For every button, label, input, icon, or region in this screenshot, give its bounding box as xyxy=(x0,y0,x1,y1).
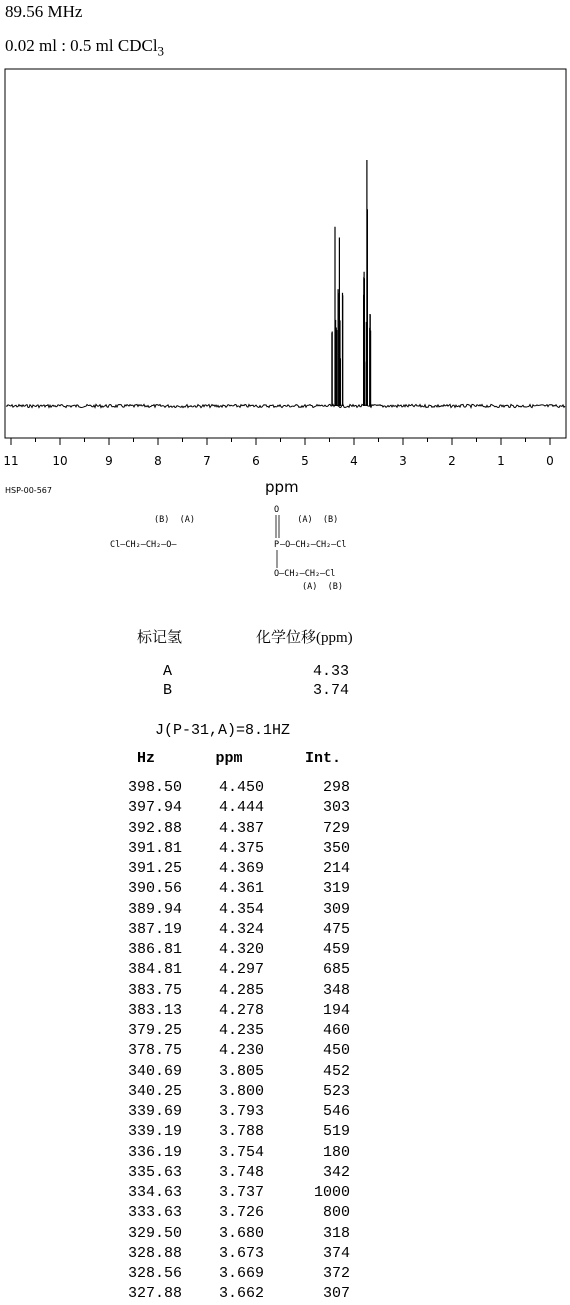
table-spacer xyxy=(110,768,370,778)
cell-int: 214 xyxy=(322,860,350,877)
table-row xyxy=(110,1021,370,1041)
cell-hz: 340.25 xyxy=(127,1082,182,1100)
spectrum-baseline-noise xyxy=(6,404,565,407)
cell-ppm: 3.737 xyxy=(218,1184,264,1201)
structure-labels-bottom: (A) (B) xyxy=(302,582,343,592)
table-row xyxy=(110,1001,370,1021)
header-int: Int. xyxy=(304,749,341,767)
x-axis-ticks xyxy=(3,438,553,468)
cell-ppm: 4.320 xyxy=(218,941,264,958)
cell-ppm: 4.354 xyxy=(218,900,264,918)
cell-int: 729 xyxy=(322,819,350,837)
nmr-spectrum-chart xyxy=(0,60,570,480)
structure-chain-left: Cl—CH₂—CH₂—O— xyxy=(110,540,177,550)
cell-ppm: 4.450 xyxy=(218,779,264,796)
cell-hz: 336.19 xyxy=(127,1143,182,1161)
cell-int: 475 xyxy=(322,920,350,938)
table-row xyxy=(110,920,370,940)
table-row xyxy=(110,981,370,1001)
cell-ppm: 3.788 xyxy=(218,1123,264,1141)
spectrometer-frequency: 89.56 MHz xyxy=(5,2,83,21)
table-row xyxy=(110,1284,370,1304)
cell-hz: 383.75 xyxy=(127,981,182,999)
cell-ppm: 4.324 xyxy=(218,920,264,938)
x-tick-label: 4 xyxy=(350,454,358,468)
peak-table-header xyxy=(110,748,370,768)
cell-hz: 392.88 xyxy=(127,819,182,837)
table-row xyxy=(110,1244,370,1264)
table-row xyxy=(110,940,370,960)
cell-ppm: 3.793 xyxy=(218,1103,264,1120)
cell-hz: 328.56 xyxy=(127,1265,182,1282)
cell-ppm: 3.680 xyxy=(218,1224,264,1242)
table-row xyxy=(110,859,370,879)
cell-ppm: 4.285 xyxy=(218,981,264,999)
cell-int: 685 xyxy=(322,961,350,979)
cell-hz: 328.88 xyxy=(127,1244,182,1262)
cell-hz: 398.50 xyxy=(127,779,182,796)
table-row xyxy=(110,1264,370,1284)
header-ppm: ppm xyxy=(215,749,243,767)
x-tick-label: 1 xyxy=(497,454,505,468)
cell-int: 450 xyxy=(322,1042,350,1060)
assignment-header-shift: 化学位移(ppm) xyxy=(256,630,353,646)
cell-hz: 340.69 xyxy=(127,1062,182,1080)
table-row xyxy=(110,1122,370,1142)
table-row xyxy=(110,900,370,920)
cell-hz: 329.50 xyxy=(127,1224,182,1242)
x-tick-label: 2 xyxy=(448,454,456,468)
cell-int: 303 xyxy=(322,799,350,817)
structure-labels-top: (B) (A) (A) (B) xyxy=(154,515,339,525)
table-row xyxy=(110,798,370,818)
cell-int: 309 xyxy=(322,900,350,918)
x-tick-label: 8 xyxy=(154,454,162,468)
x-tick-label: 7 xyxy=(203,454,211,468)
cell-hz: 327.88 xyxy=(127,1285,182,1303)
table-row xyxy=(110,1203,370,1223)
cell-hz: 334.63 xyxy=(127,1184,182,1201)
cell-ppm: 4.444 xyxy=(218,799,264,817)
cell-ppm: 4.375 xyxy=(218,839,264,857)
table-row xyxy=(110,1102,370,1122)
table-row xyxy=(110,1224,370,1244)
cell-int: 523 xyxy=(322,1082,350,1100)
cell-hz: 379.25 xyxy=(127,1022,182,1039)
cell-int: 319 xyxy=(322,880,350,898)
cell-int: 374 xyxy=(322,1244,350,1262)
table-row xyxy=(110,839,370,859)
cell-hz: 339.19 xyxy=(127,1123,182,1141)
table-row xyxy=(110,1062,370,1082)
cell-int: 318 xyxy=(322,1224,350,1242)
sample-concentration xyxy=(5,36,164,59)
assignment-label-b: B xyxy=(163,682,173,699)
cell-ppm: 4.235 xyxy=(218,1022,264,1039)
coupling-constant: J(P-31,A)=8.1HZ xyxy=(155,722,291,739)
cell-int: 350 xyxy=(322,839,350,857)
cell-hz: 391.81 xyxy=(127,839,182,857)
cell-ppm: 4.361 xyxy=(218,880,264,898)
cell-ppm: 4.297 xyxy=(218,961,264,979)
cell-hz: 384.81 xyxy=(127,961,182,979)
assignment-header-label: 标记氢 xyxy=(137,630,183,646)
cell-int: 800 xyxy=(322,1204,350,1222)
cell-hz: 387.19 xyxy=(127,920,182,938)
structure-chain-right: —O—CH₂—CH₂—Cl xyxy=(280,540,347,550)
cell-int: 342 xyxy=(322,1163,350,1181)
peak-table xyxy=(110,748,370,1305)
x-tick-label: 3 xyxy=(399,454,407,468)
assignment-shift-b: 3.74 xyxy=(313,682,350,699)
table-row xyxy=(110,1041,370,1061)
structure-branch: O—CH₂—CH₂—Cl xyxy=(274,569,336,579)
cell-hz: 378.75 xyxy=(127,1042,182,1060)
sample-text: 0.02 ml : 0.5 ml CDCl xyxy=(5,36,158,55)
table-row xyxy=(110,1183,370,1203)
table-row xyxy=(110,1143,370,1163)
cell-int: 194 xyxy=(322,1001,350,1019)
cell-hz: 333.63 xyxy=(127,1204,182,1222)
cell-ppm: 3.748 xyxy=(218,1163,264,1181)
table-row xyxy=(110,960,370,980)
cell-int: 546 xyxy=(322,1103,350,1120)
cell-int: 459 xyxy=(322,941,350,958)
table-row xyxy=(110,778,370,798)
cell-int: 519 xyxy=(322,1123,350,1141)
table-row xyxy=(110,1163,370,1183)
plot-frame xyxy=(5,69,566,438)
x-tick-label: 5 xyxy=(301,454,309,468)
cell-int: 348 xyxy=(322,981,350,999)
x-tick-label: 9 xyxy=(105,454,113,468)
cell-hz: 335.63 xyxy=(127,1163,182,1181)
cell-ppm: 4.387 xyxy=(218,819,264,837)
cell-int: 307 xyxy=(322,1285,350,1303)
spectrum-id: HSP-00-567 xyxy=(5,486,52,495)
assignment-shift-a: 4.33 xyxy=(313,663,350,680)
x-tick-label: 6 xyxy=(252,454,260,468)
cell-ppm: 3.805 xyxy=(218,1062,264,1080)
structure-phosphorus: P xyxy=(274,540,280,550)
cell-hz: 389.94 xyxy=(127,900,182,918)
cell-int: 460 xyxy=(322,1022,350,1039)
cell-hz: 383.13 xyxy=(127,1001,182,1019)
x-tick-label: 10 xyxy=(52,454,68,468)
cell-ppm: 3.726 xyxy=(218,1204,264,1222)
cell-hz: 339.69 xyxy=(127,1103,182,1120)
assignment-label-a: A xyxy=(163,663,173,680)
cell-hz: 397.94 xyxy=(127,799,182,817)
cell-hz: 386.81 xyxy=(127,941,182,958)
cell-ppm: 3.673 xyxy=(218,1244,264,1262)
cell-int: 372 xyxy=(322,1265,350,1282)
cell-ppm: 4.278 xyxy=(218,1001,264,1019)
peak-layer xyxy=(332,160,371,406)
cell-ppm: 4.230 xyxy=(218,1042,264,1060)
cell-hz: 391.25 xyxy=(127,860,182,877)
table-row xyxy=(110,879,370,899)
x-tick-label: 0 xyxy=(546,454,554,468)
x-tick-label: 11 xyxy=(3,454,19,468)
cell-int: 180 xyxy=(322,1143,350,1161)
cell-ppm: 4.369 xyxy=(218,860,264,877)
molecule-structure xyxy=(110,500,460,592)
header-hz: Hz xyxy=(136,749,155,767)
cell-int: 452 xyxy=(322,1062,350,1080)
structure-oxygen-top: O xyxy=(274,505,280,515)
cell-ppm: 3.662 xyxy=(218,1285,264,1303)
cell-int: 298 xyxy=(322,779,350,796)
cell-hz: 390.56 xyxy=(127,880,182,898)
cell-int: 1000 xyxy=(313,1184,350,1201)
cell-ppm: 3.800 xyxy=(218,1082,264,1100)
table-row xyxy=(110,819,370,839)
cell-ppm: 3.669 xyxy=(218,1265,264,1282)
cell-ppm: 3.754 xyxy=(218,1143,264,1161)
x-axis-label: ppm xyxy=(265,478,299,496)
table-row xyxy=(110,1082,370,1102)
sample-subscript: 3 xyxy=(157,43,165,59)
